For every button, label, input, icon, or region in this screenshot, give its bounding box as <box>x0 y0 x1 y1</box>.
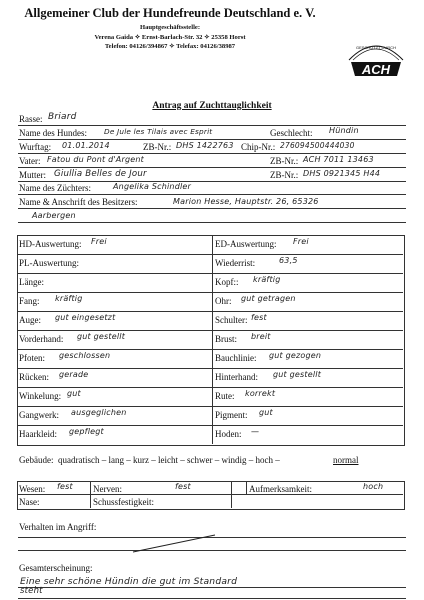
assessment-left-label: Pfoten: <box>19 353 45 363</box>
zuechter-label: Name des Züchters: <box>19 183 91 193</box>
assessment-left-label: Haarkleid: <box>19 429 57 439</box>
assessment-left-value: gut eingesetzt <box>55 313 116 322</box>
zuechter-value: Angelika Schindler <box>113 182 192 191</box>
assessment-left-label: Gangwerk: <box>19 410 59 420</box>
assessment-left-label: HD-Auswertung: <box>19 239 82 249</box>
zbnr-label: ZB-Nr.: <box>143 142 172 152</box>
assessment-left-value: gut gestellt <box>77 332 126 341</box>
assessment-left-value: geschlossen <box>59 351 111 360</box>
assessment-right-label: Kopf:: <box>215 277 239 287</box>
assessment-right-label: Pigment: <box>215 410 248 420</box>
gebaeude-label: Gebäude: <box>19 455 54 465</box>
assessment-right-label: Schulter: <box>215 315 248 325</box>
assessment-right-value: Frei <box>293 237 309 246</box>
assessment-right-label: ED-Auswertung: <box>215 239 277 249</box>
assessment-right-value: gut <box>259 408 273 417</box>
wurftag-label: Wurftag: <box>19 142 52 152</box>
ach-logo <box>345 38 407 78</box>
gesamt-label: Gesamterscheinung: <box>19 563 93 573</box>
logo-text: ACH <box>361 62 391 77</box>
assessment-right-label: Brust: <box>215 334 238 344</box>
character-table <box>17 481 405 510</box>
assessment-right-label: Ohr: <box>215 296 232 306</box>
assessment-left-label: Vorderhand: <box>19 334 64 344</box>
assessment-left-label: Winkelung: <box>19 391 62 401</box>
assessment-left-label: Auge: <box>19 315 41 325</box>
assessment-left-label: Länge: <box>19 277 44 287</box>
chipnr-label: Chip-Nr.: <box>241 142 276 152</box>
office-label: Hauptgeschäftsstelle: <box>139 24 201 31</box>
assessment-left-value: gut <box>67 389 81 398</box>
assessment-right-label: Hinterhand: <box>215 372 258 382</box>
rasse-value: Briard <box>48 112 77 122</box>
vater-value: Fatou du Pont d'Argent <box>47 155 144 164</box>
assessment-left-label: Rücken: <box>19 372 49 382</box>
wesen-value: fest <box>57 482 73 491</box>
hund-name-value: De Jule les Tilais avec Esprit <box>104 127 213 136</box>
schuss-label: Schussfestigkeit: <box>93 497 154 507</box>
assessment-left-value: Frei <box>91 237 107 246</box>
assessment-right-value: gut getragen <box>241 294 296 303</box>
geschlecht-value: Hündin <box>329 126 359 135</box>
assessment-left-label: PL-Auswertung: <box>19 258 79 268</box>
org-address: Verena Gaida ✧ Ernst-Barlach-Str. 32 ✧ 25358 Horst <box>94 34 246 41</box>
assessment-right-label: Rute: <box>215 391 235 401</box>
mutter-label: Mutter: <box>19 170 46 180</box>
assessment-right-value: gut gezogen <box>269 351 322 360</box>
besitzer-value-line2: Aarbergen <box>32 211 76 220</box>
vater-zbnr-value: ACH 7011 13463 <box>303 155 374 164</box>
assessment-right-value: korrekt <box>245 389 276 398</box>
gebaeude-selected: normal <box>333 455 359 465</box>
besitzer-label: Name & Anschrift des Besitzers: <box>19 197 138 207</box>
zbnr-value: DHS 1422763 <box>176 141 234 150</box>
org-name: Allgemeiner Club der Hundefreunde Deutschland e. V. <box>24 6 316 20</box>
aufmerksamkeit-label: Aufmerksamkeit: <box>249 484 312 494</box>
assessment-right-value: 63,5 <box>279 256 298 265</box>
assessment-left-value: gerade <box>59 370 89 379</box>
assessment-right-label: Wiederrist: <box>215 258 256 268</box>
nerven-label: Nerven: <box>93 484 122 494</box>
org-contact: Telefon: 04126/394867 ✧ Telefax: 04126/38987 <box>104 43 236 50</box>
rasse-label: Rasse: <box>19 114 43 124</box>
geschlecht-label: Geschlecht: <box>270 128 313 138</box>
besitzer-value: Marion Hesse, Hauptstr. 26, 65326 <box>173 197 319 206</box>
gesamt-value: Eine sehr schöne Hündin die gut im Standard <box>20 576 238 587</box>
logo-ring-text: GESCHÜTZT DURCH <box>356 45 396 50</box>
aufmerksamkeit-value: hoch <box>363 482 384 491</box>
assessment-right-value: breit <box>251 332 271 341</box>
assessment-left-label: Fang: <box>19 296 40 306</box>
assessment-right-value: fest <box>251 313 267 322</box>
mutter-value: Giullia Belles de Jour <box>54 169 147 179</box>
nase-label: Nase: <box>19 497 40 507</box>
gebaeude-options: quadratisch – lang – kurz – leicht – schwer – windig – hoch – <box>58 455 280 465</box>
assessment-right-value: — <box>251 427 260 436</box>
mutter-zbnr-label: ZB-Nr.: <box>270 170 299 180</box>
verhalten-strike-mark <box>130 532 220 554</box>
vater-label: Vater: <box>19 156 41 166</box>
assessment-right-value: gut gestellt <box>273 370 322 379</box>
verhalten-label: Verhalten im Angriff: <box>19 522 97 532</box>
wurftag-value: 01.01.2014 <box>62 141 110 150</box>
mutter-zbnr-value: DHS 0921345 H44 <box>303 169 381 178</box>
nerven-value: fest <box>175 482 191 491</box>
hund-name-label: Name des Hundes: <box>19 128 87 138</box>
gesamt-value-line2: steht <box>20 586 43 596</box>
wesen-label: Wesen: <box>19 484 46 494</box>
chipnr-value: 276094500444030 <box>280 141 355 150</box>
assessment-left-value: ausgeglichen <box>71 408 127 417</box>
assessment-left-value: gepflegt <box>69 427 104 436</box>
assessment-left-value: kräftig <box>55 294 83 303</box>
form-title: Antrag auf Zuchttauglichkeit <box>152 101 272 111</box>
assessment-right-value: kräftig <box>253 275 281 284</box>
assessment-right-label: Bauchlinie: <box>215 353 257 363</box>
vater-zbnr-label: ZB-Nr.: <box>270 156 299 166</box>
assessment-right-label: Hoden: <box>215 429 242 439</box>
